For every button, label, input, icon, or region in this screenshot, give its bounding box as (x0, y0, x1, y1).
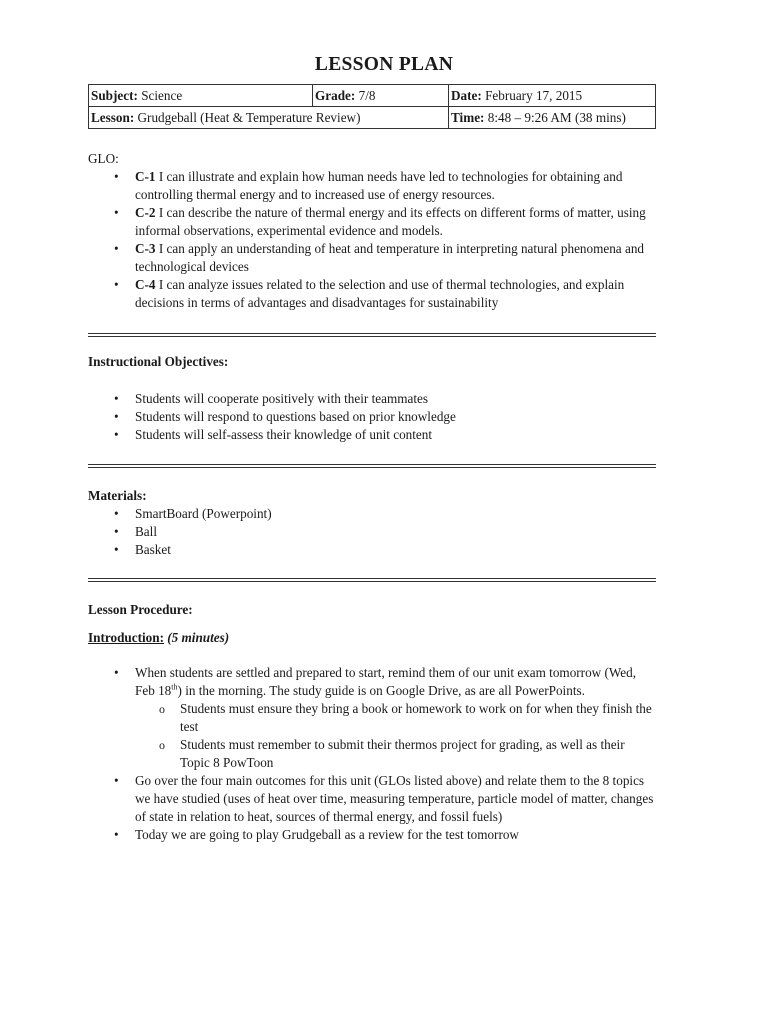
list-item: • Students will cooperate positively with their teammates (88, 390, 656, 408)
glo-text: I can illustrate and explain how human needs have led to technologies for obtaining and controlling thermal energy and to increased use of energy resources. (135, 169, 623, 202)
procedure-list (88, 664, 656, 844)
procedure-heading: Lesson Procedure: (88, 602, 193, 617)
list-item: • Go over the four main outcomes for this unit (GLOs listed above) and relate them to the 8 topics we have studied (uses of heat over time, measuring temperature, particle model of matter, changes of state in relation to heat, sources of thermal energy, and fossil fuels) (88, 772, 656, 826)
time-value: 8:48 – 9:26 AM (38 mins) (487, 109, 626, 125)
lesson-label: Lesson: (91, 109, 135, 125)
subject-cell (89, 85, 313, 107)
header-table (88, 84, 656, 129)
list-item (88, 276, 656, 312)
section-divider (88, 578, 656, 582)
introduction-line (88, 629, 656, 647)
procedure-section (88, 601, 656, 844)
objectives-heading: Instructional Objectives: (88, 354, 229, 369)
materials-list (88, 505, 656, 559)
materials-heading: Materials: (88, 488, 147, 503)
introduction-time: (5 minutes) (167, 630, 230, 645)
list-item: o Students must ensure they bring a book or homework to work on for when they finish the test (88, 700, 656, 736)
procedure-sublist (135, 700, 656, 772)
date-value: February 17, 2015 (485, 87, 583, 103)
subject-label: Subject: (91, 87, 138, 103)
materials-section (88, 487, 656, 559)
list-item (88, 204, 656, 240)
list-item (88, 664, 656, 772)
page-title: LESSON PLAN (314, 54, 454, 75)
glo-heading: GLO: (88, 151, 119, 166)
list-item: o Students must remember to submit their thermos project for grading, as well as their Topic 8 PowToon (88, 736, 656, 772)
glo-code: C-4 (135, 277, 156, 292)
lesson-value: Grudgeball (Heat & Temperature Review) (137, 109, 361, 125)
list-item: • Today we are going to play Grudgeball as a review for the test tomorrow (88, 826, 656, 844)
glo-section (88, 150, 656, 312)
glo-code: C-3 (135, 241, 156, 256)
date-label: Date: (451, 87, 482, 103)
section-divider (88, 333, 656, 337)
list-item (88, 168, 656, 204)
superscript: th (171, 682, 178, 692)
list-item: • Students will respond to questions based on prior knowledge (88, 408, 656, 426)
subject-value: Science (141, 87, 183, 103)
date-cell (449, 85, 656, 107)
objectives-list (88, 390, 656, 444)
grade-value: 7/8 (358, 87, 376, 103)
procedure-text: When students are settled and prepared to start, remind them of our unit exam tomorrow (Wed, Feb 18 (135, 665, 637, 698)
list-item: • SmartBoard (Powerpoint) (88, 505, 656, 523)
list-item: • Basket (88, 541, 656, 559)
objectives-section (88, 353, 656, 444)
grade-cell (313, 85, 449, 107)
glo-text: I can apply an understanding of heat and temperature in interpreting natural phenomena and technological devices (135, 241, 645, 274)
grade-label: Grade: (315, 87, 356, 103)
glo-text: I can analyze issues related to the selection and use of thermal technologies, and explain decisions in terms of advantages and disadvantages for sustainability (135, 277, 625, 310)
procedure-text: ) in the morning. The study guide is on Google Drive, as are all PowerPoints. (177, 683, 585, 698)
time-label: Time: (451, 109, 485, 125)
lesson-cell (89, 107, 449, 129)
header-row-1 (89, 85, 656, 107)
glo-list (88, 168, 656, 312)
list-item: • Students will self-assess their knowledge of unit content (88, 426, 656, 444)
section-divider (88, 464, 656, 468)
list-item (88, 240, 656, 276)
glo-code: C-1 (135, 169, 156, 184)
header-row-2 (89, 107, 656, 129)
list-item: • Ball (88, 523, 656, 541)
glo-code: C-2 (135, 205, 156, 220)
time-cell (449, 107, 656, 129)
introduction-label: Introduction: (88, 630, 164, 645)
glo-text: I can describe the nature of thermal energy and its effects on different forms of matter, using informal observations, experimental evidence and models. (135, 205, 646, 238)
